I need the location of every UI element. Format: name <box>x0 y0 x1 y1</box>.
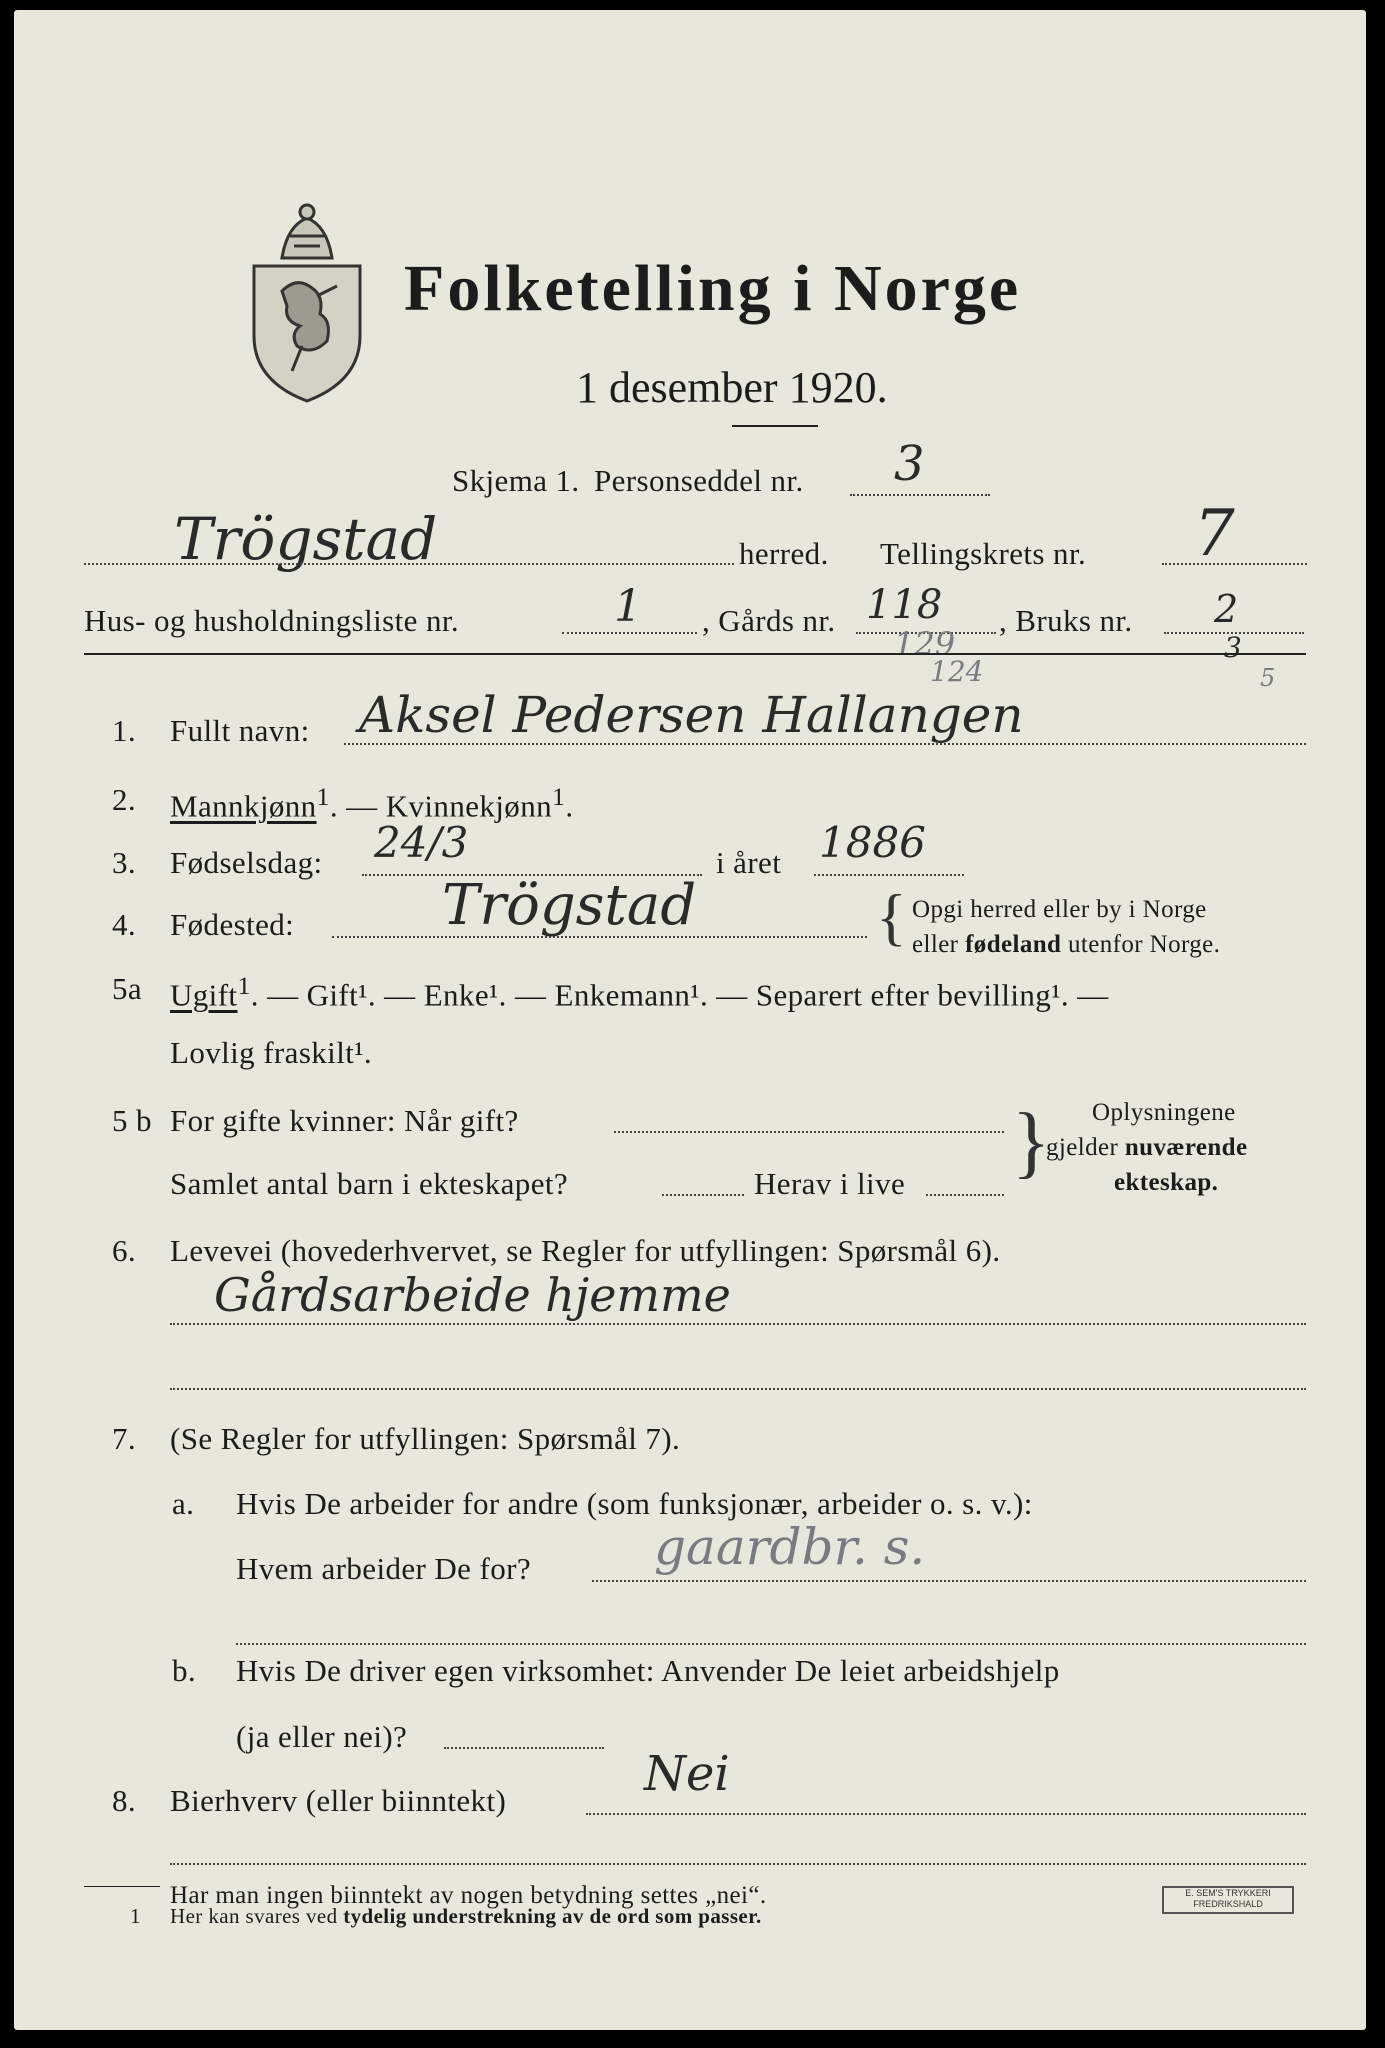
married-women-label: For gifte kvinner: Når gift? <box>170 1103 519 1138</box>
birthplace-note-line2 <box>912 932 1220 957</box>
footnote-mark: 1 <box>316 782 330 811</box>
gards-value: 118 <box>866 582 943 628</box>
option-ugift[interactable]: Ugift <box>170 977 238 1013</box>
census-form-sheet <box>14 10 1366 2030</box>
children-alive-line[interactable] <box>926 1194 1004 1196</box>
footnote-mark: 1 <box>237 971 251 1000</box>
no-income-note: Har man ingen biinntekt av nogen betydning settes „nei“. <box>170 1882 767 1909</box>
option-lovlig-fraskilt[interactable]: Lovlig fraskilt¹. <box>170 1035 373 1070</box>
gender-end: . <box>565 788 574 824</box>
birth-year-value: 1886 <box>819 818 926 867</box>
employer-label: Hvem arbeider De for? <box>236 1551 531 1586</box>
note-text: eller <box>912 931 966 958</box>
birth-year-line[interactable] <box>814 874 964 876</box>
birthplace-label: Fødested: <box>170 907 295 942</box>
personseddel-label: Personseddel nr. <box>594 463 804 498</box>
footnote-mark-number: 1 <box>130 1904 141 1928</box>
q6-number: 6. <box>112 1233 137 1268</box>
skjema-label: Skjema 1. <box>452 463 580 498</box>
q7b-letter: b. <box>172 1653 197 1688</box>
marriage-note-line1: Oplysningene <box>1092 1099 1236 1126</box>
full-name-value: Aksel Pedersen Hallangen <box>359 686 1024 744</box>
gender-options <box>170 782 574 824</box>
marriage-note-line3: ekteskap. <box>1114 1169 1219 1196</box>
marriage-note-brace: } <box>1012 1098 1051 1186</box>
note-text: gjelder <box>1046 1134 1125 1161</box>
q5a-number: 5a <box>112 971 143 1006</box>
bruks-pencil-note: 3 <box>1224 631 1242 664</box>
footnote-plain: Her kan svares ved <box>170 1904 344 1928</box>
herred-value: Trögstad <box>174 505 438 573</box>
footnote-divider <box>84 1886 160 1887</box>
bruks-pencil-note-2: 5 <box>1260 664 1276 692</box>
children-count-label: Samlet antal barn i ekteskapet? <box>170 1166 569 1201</box>
side-income-line-2[interactable] <box>170 1863 1306 1865</box>
norwegian-coat-of-arms-icon <box>242 196 372 406</box>
q8-number: 8. <box>112 1783 137 1818</box>
q5b-number: 5 b <box>112 1103 152 1138</box>
occupation-line-2[interactable] <box>170 1388 1306 1390</box>
tellingskrets-value: 7 <box>1194 497 1235 571</box>
q4-number: 4. <box>112 907 137 942</box>
q7-label: (Se Regler for utfyllingen: Spørsmål 7). <box>170 1421 681 1456</box>
footnote-text <box>170 1906 762 1927</box>
census-date: 1 desember 1920. <box>576 363 888 412</box>
other-marital-options[interactable]: . — Gift¹. — Enke¹. — Enkemann¹. — Separert efter bevilling¹. — <box>250 977 1109 1013</box>
gards-label: , Gårds nr. <box>702 603 836 638</box>
children-count-line[interactable] <box>662 1194 744 1196</box>
q7a-letter: a. <box>172 1486 195 1521</box>
occupation-line-1[interactable] <box>170 1323 1306 1325</box>
q7b-question: Hvis De driver egen virksomhet: Anvender De leiet arbeidshjelp <box>236 1653 1060 1688</box>
birthplace-value: Trögstad <box>442 873 697 938</box>
form-title: Folketelling i Norge <box>404 252 1022 325</box>
footnote-bold: tydelig understrekning av de ord som passer. <box>343 1904 762 1928</box>
full-name-label: Fullt navn: <box>170 713 310 748</box>
children-alive-label: Herav i live <box>754 1166 906 1201</box>
employer-line-2[interactable] <box>236 1643 1306 1645</box>
birthplace-note-line1: Opgi herred eller by i Norge <box>912 896 1207 923</box>
gards-pencil-note: 129 <box>894 625 956 663</box>
employer-line[interactable] <box>592 1580 1306 1582</box>
q7a-question: Hvis De arbeider for andre (som funksjonær, arbeider o. s. v.): <box>236 1486 1033 1521</box>
side-income-label: Bierhverv (eller biinntekt) <box>170 1783 507 1818</box>
header-separator <box>84 653 1306 655</box>
birth-year-label: i året <box>716 845 782 880</box>
husholdningsliste-label: Hus- og husholdningsliste nr. <box>84 603 460 638</box>
herred-line[interactable] <box>84 563 734 565</box>
q7-number: 7. <box>112 1421 137 1456</box>
birthplace-note-brace: { <box>876 881 907 952</box>
note-bold: nuværende <box>1124 1134 1248 1161</box>
personseddel-line[interactable] <box>850 494 990 496</box>
birthdate-label: Fødselsdag: <box>170 845 323 880</box>
option-kvinnekjonn[interactable]: Kvinnekjønn <box>385 788 553 824</box>
employer-value: gaardbr. s. <box>654 1518 926 1576</box>
side-income-value: Nei <box>644 1746 730 1802</box>
tellingskrets-label: Tellingskrets nr. <box>880 536 1087 571</box>
q3-number: 3. <box>112 845 137 880</box>
printer-stamp: E. SEM'S TRYKKERI FREDRIKSHALD <box>1162 1886 1294 1914</box>
hired-help-label: (ja eller nei)? <box>236 1719 408 1754</box>
husholdningsliste-value: 1 <box>614 581 642 632</box>
option-mannkjonn[interactable]: Mannkjønn <box>170 788 317 824</box>
herred-label: herred. <box>739 536 829 571</box>
marital-status-options <box>170 971 1109 1013</box>
note-text: utenfor Norge. <box>1061 931 1221 958</box>
title-divider <box>732 425 818 427</box>
bruks-value: 2 <box>1214 587 1239 631</box>
q1-number: 1. <box>112 713 137 748</box>
footnote-mark: 1 <box>552 782 566 811</box>
occupation-label: Levevei (hovederhvervet, se Regler for utfyllingen: Spørsmål 6). <box>170 1233 1001 1268</box>
husholdningsliste-line[interactable] <box>562 632 697 634</box>
side-income-line[interactable] <box>586 1813 1306 1815</box>
gender-separator: . — <box>329 788 386 824</box>
hired-help-line[interactable] <box>444 1747 604 1749</box>
personseddel-value: 3 <box>894 436 925 492</box>
occupation-value: Gårdsarbeide hjemme <box>214 1268 731 1322</box>
marriage-note-line2 <box>1046 1135 1247 1160</box>
bruks-label: , Bruks nr. <box>999 603 1133 638</box>
note-bold: fødeland <box>965 931 1062 958</box>
married-when-line[interactable] <box>614 1131 1004 1133</box>
q2-number: 2. <box>112 782 137 817</box>
gards-pencil-note-2: 124 <box>930 655 984 688</box>
birthdate-value: 24/3 <box>374 818 469 867</box>
